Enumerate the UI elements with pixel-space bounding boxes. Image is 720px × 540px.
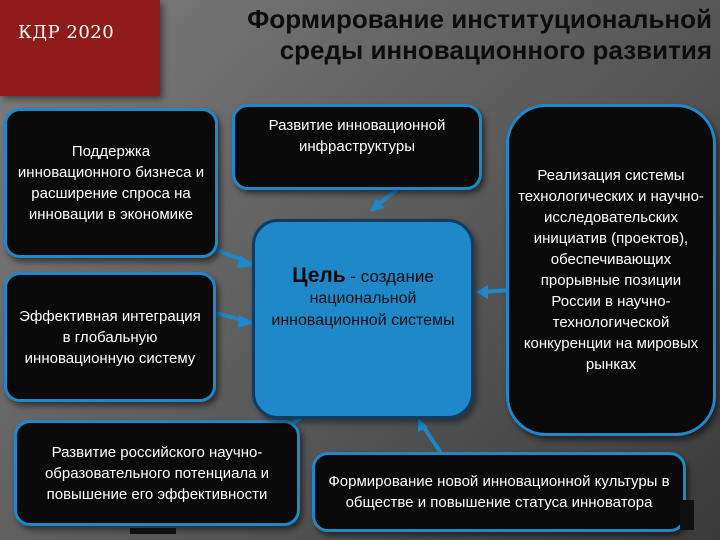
- box-infrastructure-text: Развитие инновационной инфраструктуры: [268, 117, 446, 155]
- box-education-potential-text: Развитие российского научно-образовательного потенциала и повышение его эффективности: [44, 443, 270, 503]
- box-tech-initiatives: [506, 104, 716, 436]
- decor-square-bottom-right: [680, 500, 694, 530]
- goal-word: Цель: [292, 264, 346, 287]
- box-innovation-culture: [312, 452, 686, 532]
- box-infrastructure: [232, 104, 482, 190]
- goal-text: национальной инновационной системы: [271, 290, 455, 329]
- box-tech-initiatives-text: Реализация системы технологических и научно-исследовательских инициатив (проектов), обеспечивающих прорывные позиции России в научно-технологической конкуренции на мировых рынках: [518, 167, 704, 373]
- arrowhead-initiatives: [476, 285, 488, 299]
- box-education-potential: [14, 420, 300, 526]
- goal-box: [252, 219, 474, 419]
- box-innovation-culture-text: Формирование новой инновационной культуры в обществе и повышение статуса инноватора: [328, 473, 670, 511]
- box-business-support-text: Поддержка инновационного бизнеса и расширение спроса на инновации в экономике: [17, 143, 205, 223]
- goal-heading: [265, 264, 461, 288]
- box-global-integration-text: Эффективная интеграция в глобальную инновационную систему: [19, 307, 201, 367]
- title-line-2: среды инновационного развития: [279, 35, 712, 65]
- goal-dash: - создание: [345, 267, 434, 286]
- title-line-1: Формирование институциональной: [247, 4, 712, 34]
- badge-text: КДР 2020: [18, 22, 115, 43]
- decor-bar-bottom-left: [130, 528, 176, 534]
- box-business-support: [4, 108, 218, 258]
- box-global-integration: [4, 272, 216, 402]
